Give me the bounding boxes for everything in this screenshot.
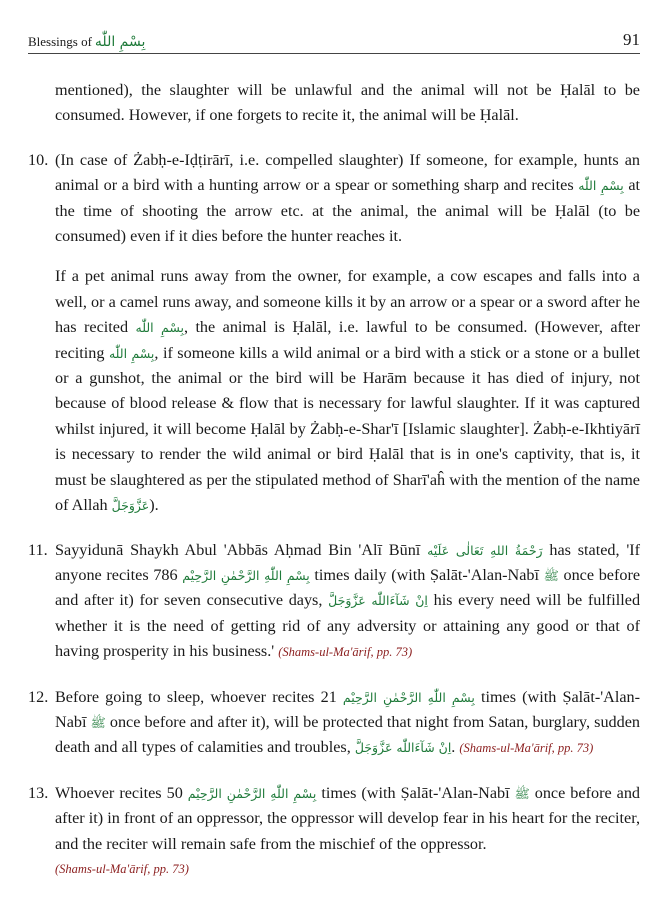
- text-run: , the animal is Ḥalāl, i.e. lawful to be consumed. (However, after reciting: [55, 318, 641, 362]
- arabic-azza-wa-jall: عَزَّوَجَلَّ: [111, 498, 150, 514]
- arabic-bismillah-full: بِسْمِ اللّٰهِ الرَّحْمٰنِ الرَّحِيْم: [187, 785, 317, 801]
- item-number: 12.: [28, 687, 49, 706]
- running-head-text: Blessings of: [28, 34, 92, 49]
- text-run: once before and after it), will be protected that night from Satan, burglary, sudden death and all types of calamities and troubles,: [55, 712, 641, 757]
- list-item-11: [28, 538, 640, 666]
- list-item-12: [28, 685, 640, 762]
- item-10-paragraph-2: [55, 264, 640, 518]
- text-run: has stated, 'If anyone recites: [55, 540, 641, 584]
- text-run: If a pet animal runs away from the owner, for example, a cow escapes and falls into a well, or a camel runs away, and someone kills it by an arrow or a spear or a sword after he has recited: [55, 267, 640, 337]
- page-header: [28, 30, 640, 50]
- text-run: at the time of shooting the arrow etc. at the animal, the animal will be Ḥalāl (to be consumed) even if it dies before the hunter reaches it.: [55, 176, 641, 246]
- arabic-bismillah-full: بِسْمِ اللّٰهِ الرَّحْمٰنِ الرَّحِيْم: [182, 567, 310, 583]
- text-run: 786 times daily (with Ṣalāt-'Alan-Nabī: [153, 565, 540, 584]
- arabic-sallallahu: ﷺ: [543, 567, 559, 583]
- text-run: ).: [149, 496, 159, 515]
- text-run: once before and after it) in front of an oppressor, the oppressor will develop fear in his heart for the reciter, and the reciter will remain safe from the mischief of the oppressor.: [55, 783, 641, 853]
- arabic-rahmatullah: رَحْمَةُ اللهِ تَعَالٰى عَلَيْه: [427, 542, 543, 558]
- text-run: 50 times (with Ṣalāt-'Alan-Nabī: [166, 783, 510, 802]
- reference-citation: (Shams-ul-Ma'ārif, pp. 73): [459, 741, 594, 756]
- arabic-bismillah: بِسْمِ اللّٰه: [135, 320, 184, 336]
- arabic-insha-allah: اِنْ شَآءَاللّٰه عَزَّوَجَلَّ: [328, 593, 428, 609]
- item-number: 11.: [28, 540, 48, 559]
- item-number: 13.: [28, 783, 49, 802]
- reference-citation: (Shams-ul-Ma'ārif, pp. 73): [55, 861, 189, 876]
- arabic-insha-allah: اِنْ شَآءَاللّٰه عَزَّوَجَلَّ: [354, 740, 452, 756]
- intro-paragraph: mentioned), the slaughter will be unlawful and the animal will not be Ḥalāl to be consumed. However, if one forgets to recite it, the animal will be Ḥalāl.: [55, 81, 640, 125]
- arabic-bismillah-full: بِسْمِ اللّٰهِ الرَّحْمٰنِ الرَّحِيْم: [342, 689, 475, 705]
- item-body: [55, 538, 640, 666]
- item-number: 10.: [28, 150, 49, 169]
- arabic-bismillah: بِسْمِ اللّٰه: [108, 345, 155, 361]
- text-run: Sayyidunā Shaykh Abul 'Abbās Aḥmad Bin 'Alī Būnī: [55, 540, 421, 559]
- list-item-13: [28, 781, 640, 883]
- item-body: [55, 148, 640, 519]
- arabic-bismillah: بِسْمِ اللّٰه: [578, 178, 624, 194]
- text-run: , if someone kills a wild animal or a bird with a stick or a stone or a bullet or a gunshot, the animal or the bird will be Harām because it has died of injury, not because of blood release & flow that is necessary for lawful slaughter. If it was captured whilst injured, it will become Ḥalāl by Żabḥ-e-Shar'ī [Islamic slaughter]. Żabḥ-e-Ikhtiyārī is necessary to render the wild animal or bird Ḥalāl that is in one's captivity, that is, it must be slaughtered as per the stipulated method of Sharī'aĥ with the mention of the name of Allah: [55, 343, 641, 515]
- list-item-10: [28, 148, 640, 519]
- text-run: 21 times (with Ṣalāt-'Alan-Nabī: [55, 687, 640, 731]
- arabic-sallallahu: ﷺ: [514, 785, 530, 801]
- arabic-sallallahu: ﷺ: [90, 714, 106, 730]
- text-run: Whoever recites: [55, 783, 162, 802]
- page-number: 91: [623, 30, 640, 49]
- text-run: once before and after it) for seven consecutive days,: [55, 565, 641, 610]
- item-body: [55, 781, 640, 883]
- text-run: (In case of Żabḥ-e-Iḍṭirārī, i.e. compelled slaughter) If someone, for example, hunts an animal or a bird with a hunting arrow or a spear or something sharp and recites: [55, 150, 640, 195]
- header-rule: [28, 53, 640, 54]
- text-run: Before going to sleep, whoever recites: [55, 687, 315, 706]
- item-10-paragraph-1: [55, 148, 640, 250]
- reference-citation: (Shams-ul-Ma'ārif, pp. 73): [278, 645, 413, 660]
- running-head-arabic: بِسْمِ اللّٰه: [94, 34, 146, 50]
- page-content: [28, 78, 640, 901]
- text-run: his every need will be fulfilled whether it is the need of getting rid of any adversity or attaining any good or that of having prosperity in his business.': [55, 591, 641, 661]
- item-body: Before going to sleep, whoever recites بِسْمِ اللّٰهِ الرَّحْمٰنِ الرَّحِيْم 21 times (with Ṣalāt-'Alan-Nabī ﷺ once before and after it), will be protected that night from Satan, burglary, sudden death and all types of calamities and troubles, اِنْ شَآءَاللّٰه عَزَّوَجَلَّ. (Shams-ul-Ma'ārif, pp. 73): [55, 687, 641, 757]
- running-head: [28, 34, 145, 50]
